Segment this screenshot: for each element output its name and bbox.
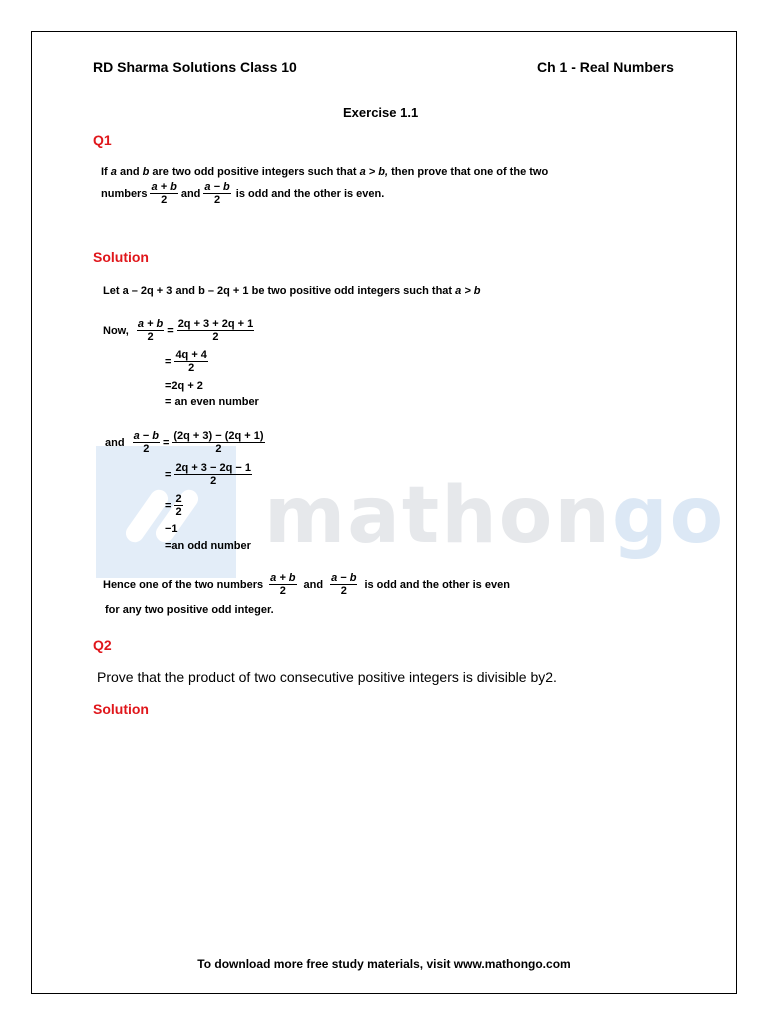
fraction: $\frac{a + b}{2}$ (137, 318, 164, 343)
conclusion-line1: Hence one of the two numbers $\frac{a + b}{2}$ and $\frac{a - b}{2}$ is odd and the other is even (103, 572, 510, 597)
solution2-label: Solution (93, 701, 149, 717)
footer-text: To download more free study materials, visit www.mathongo.com (197, 957, 571, 971)
fraction: $\frac{a - b}{2}$ (204, 181, 230, 206)
now-equation: Now, $\frac{a + b}{2}$ = $\frac{2q + 3 + 2q + 1}{2}$ (103, 318, 254, 343)
now-step2: = $\frac{4q + 4}{2}$ (165, 349, 207, 374)
q1-label: Q1 (93, 132, 112, 148)
fraction: $\frac{a + b}{2}$ (270, 572, 296, 597)
and-step2: = $\frac{2q + 3 - 2q - 1}{2}$ (165, 462, 251, 487)
fraction: $\frac{2}{2}$ (175, 493, 182, 518)
header-title: RD Sharma Solutions Class 10 (93, 59, 297, 75)
fraction: $\frac{2q + 3 + 2q + 1}{2}$ (177, 318, 254, 343)
now-step3: =2q + 2 (165, 380, 203, 392)
let-line: Let a – 2q + 3 and b – 2q + 1 be two positive odd integers such that a > b (103, 285, 481, 297)
and-step5: =an odd number (165, 540, 251, 552)
fraction: $\frac{4q + 4}{2}$ (175, 349, 207, 374)
conclusion-line2: for any two positive odd integer. (105, 604, 274, 616)
solution1-label: Solution (93, 249, 149, 265)
fraction: $\frac{a + b}{2}$ (151, 181, 177, 206)
fraction: $\frac{2q + 3 - 2q - 1}{2}$ (175, 462, 251, 487)
fraction: $\frac{(2q + 3) - (2q + 1)}{2}$ (173, 430, 264, 455)
watermark-word: mathongo (264, 471, 726, 561)
header-chapter: Ch 1 - Real Numbers (537, 59, 674, 75)
and-equation: and $\frac{a - b}{2}$ = $\frac{(2q + 3) - (2q + 1)}{2}$ (105, 430, 264, 455)
q1-line2: numbers $\frac{a + b}{2}$ and $\frac{a - b}{2}$ is odd and the other is even. (101, 181, 385, 206)
and-step4: −1 (165, 523, 178, 535)
fraction: $\frac{a - b}{2}$ (331, 572, 357, 597)
now-step4: = an even number (165, 396, 259, 408)
and-step3: = $\frac{2}{2}$ (165, 493, 182, 518)
q2-text: Prove that the product of two consecutive positive integers is divisible by2. (97, 669, 557, 685)
exercise-title: Exercise 1.1 (343, 105, 419, 120)
q2-label: Q2 (93, 637, 112, 653)
fraction: $\frac{a - b}{2}$ (133, 430, 159, 455)
q1-line1: If a and b are two odd positive integers such that a > b, then prove that one of the two (101, 166, 549, 178)
